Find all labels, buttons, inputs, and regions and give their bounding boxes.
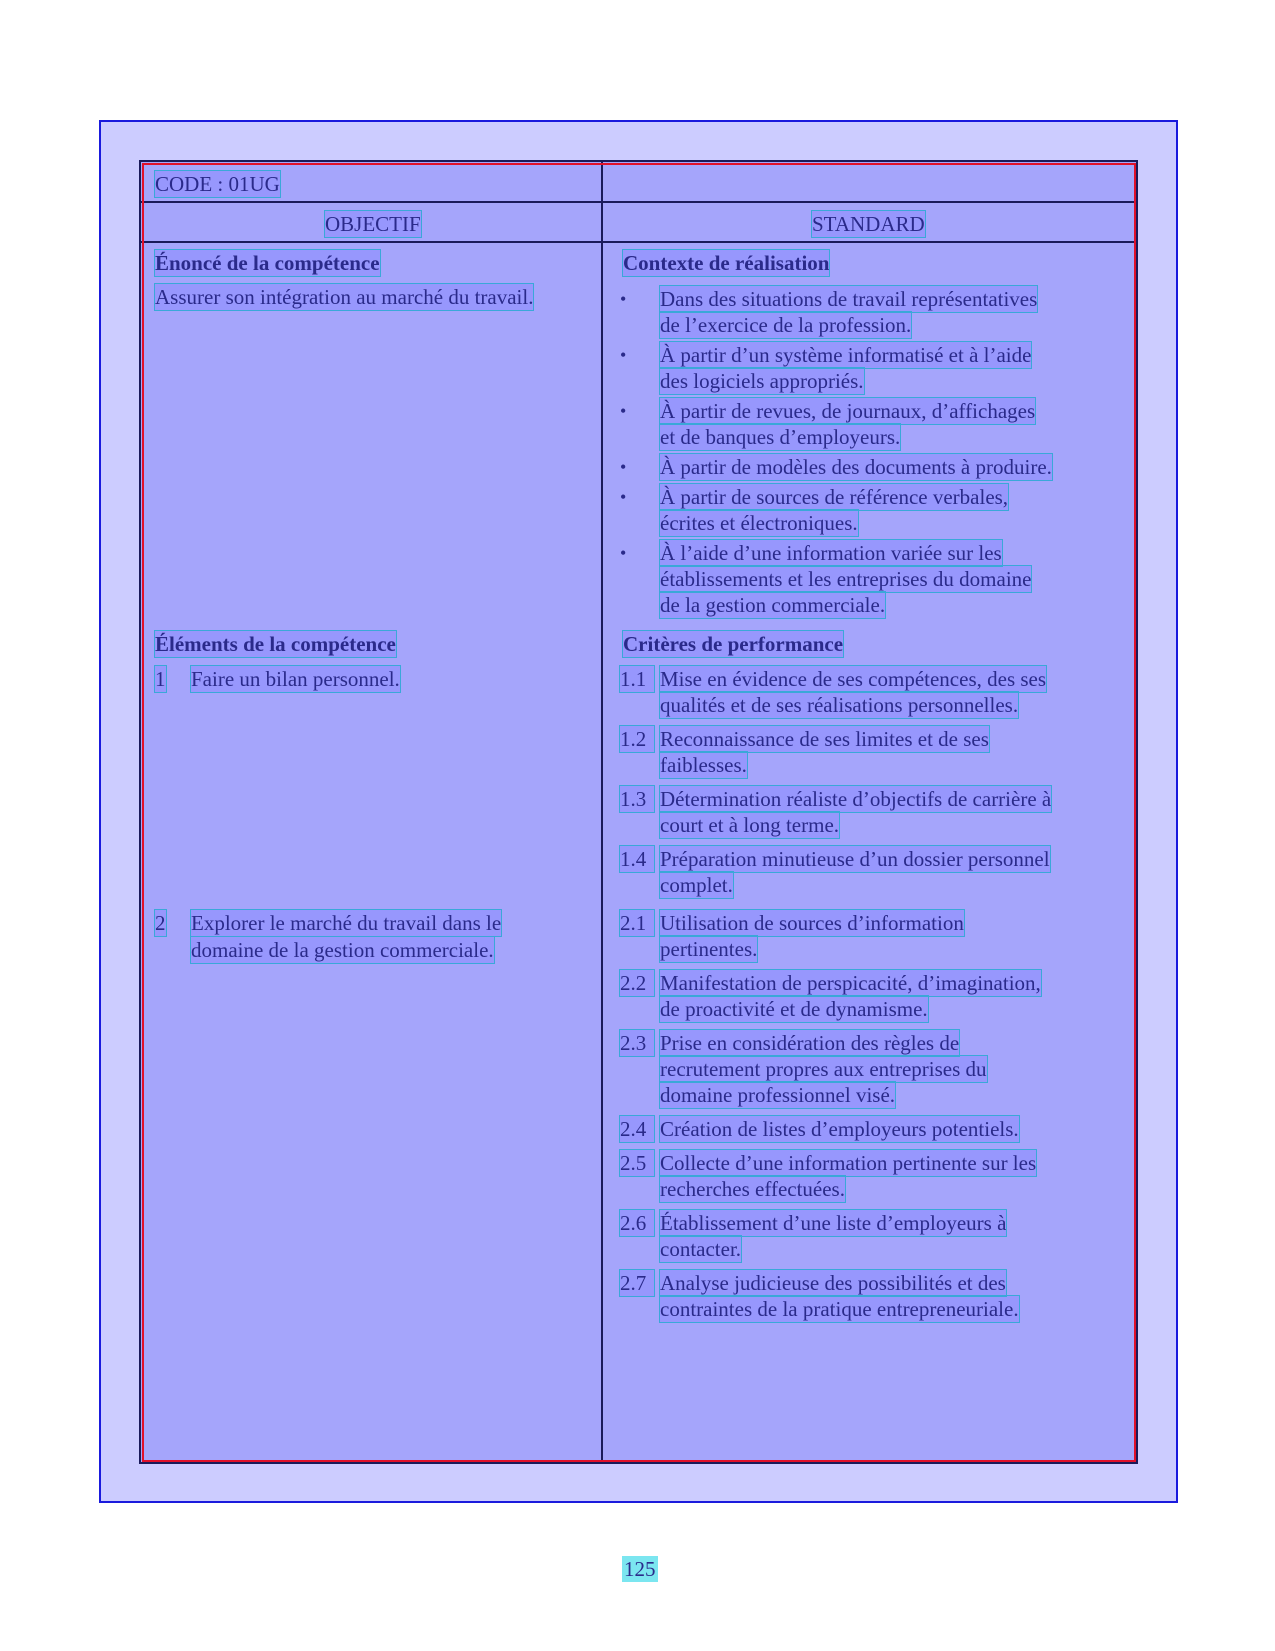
page-number: 125 (624, 1557, 656, 1581)
critere-line: Détermination réaliste d’objectifs de carrière à (660, 787, 1052, 811)
critere-line: Mise en évidence de ses compétences, des ses (660, 667, 1047, 691)
critere-number: 2.5 (620, 1150, 654, 1176)
criteres-list-1 (620, 666, 1051, 898)
critere-line: Création de listes d’employeurs potentiels. (660, 1117, 1019, 1141)
critere-item (620, 786, 1051, 838)
enonce-title: Énoncé de la compétence (155, 251, 380, 275)
row-divider-headers (141, 241, 1136, 243)
bullet-icon: • (620, 401, 627, 421)
element-text: domaine de la gestion commerciale. (191, 938, 494, 962)
contexte-item (620, 540, 1052, 618)
critere-line: qualités et de ses réalisations personnelles. (660, 693, 1019, 717)
element-text: Explorer le marché du travail dans le (191, 911, 502, 935)
critere-line: domaine professionnel visé. (660, 1083, 896, 1107)
critere-item (620, 846, 1051, 898)
bullet-icon: • (620, 345, 627, 365)
enonce-text: Assurer son intégration au marché du travail. (155, 285, 534, 309)
element-number: 1 (155, 667, 166, 691)
critere-line: Utilisation de sources d’information (660, 911, 964, 935)
contexte-line: de la gestion commerciale. (660, 593, 886, 617)
contexte-line: Dans des situations de travail représentatives (660, 287, 1038, 311)
critere-item (620, 1270, 1041, 1322)
critere-number: 2.3 (620, 1030, 654, 1056)
element-text: Faire un bilan personnel. (191, 667, 400, 691)
contexte-line: À partir de modèles des documents à produire. (660, 455, 1052, 479)
contexte-line: et de banques d’employeurs. (660, 425, 901, 449)
critere-number: 1.2 (620, 726, 654, 752)
critere-line: Prise en considération des règles de (660, 1031, 960, 1055)
critere-line: de proactivité et de dynamisme. (660, 997, 928, 1021)
critere-line: Manifestation de perspicacité, d’imagination, (660, 971, 1041, 995)
elements-title: Éléments de la compétence (155, 632, 396, 656)
critere-line: court et à long terme. (660, 813, 840, 837)
critere-line: Établissement d’une liste d’employeurs à (660, 1211, 1007, 1235)
critere-line: recrutement propres aux entreprises du (660, 1057, 987, 1081)
header-objectif: OBJECTIF (325, 212, 421, 236)
critere-item (620, 1030, 1041, 1108)
critere-item (620, 726, 1051, 778)
column-divider (601, 160, 603, 1464)
critere-line: recherches effectuées. (660, 1177, 845, 1201)
element-number: 2 (155, 911, 166, 935)
contexte-line: de l’exercice de la profession. (660, 313, 912, 337)
contexte-list (620, 286, 1052, 618)
bullet-icon: • (620, 543, 627, 563)
critere-item (620, 1210, 1041, 1262)
critere-line: Préparation minutieuse d’un dossier personnel (660, 847, 1050, 871)
bullet-icon: • (620, 457, 627, 477)
critere-item (620, 970, 1041, 1022)
critere-number: 1.3 (620, 786, 654, 812)
critere-number: 2.2 (620, 970, 654, 996)
contexte-line: établissements et les entreprises du domaine (660, 567, 1032, 591)
bullet-icon: • (620, 487, 627, 507)
critere-number: 1.1 (620, 666, 654, 692)
critere-line: contacter. (660, 1237, 742, 1261)
critere-line: pertinentes. (660, 937, 758, 961)
contexte-line: écrites et électroniques. (660, 511, 858, 535)
contexte-line: À partir de sources de référence verbales, (660, 485, 1009, 509)
contexte-item (620, 398, 1052, 450)
critere-line: Reconnaissance de ses limites et de ses (660, 727, 989, 751)
critere-number: 2.7 (620, 1270, 654, 1296)
contexte-line: À l’aide d’une information variée sur les (660, 541, 1002, 565)
contexte-item (620, 454, 1052, 480)
contexte-line: À partir d’un système informatisé et à l’aide (660, 343, 1032, 367)
critere-number: 2.4 (620, 1116, 654, 1142)
critere-item (620, 910, 1041, 962)
critere-line: contraintes de la pratique entrepreneuriale. (660, 1297, 1019, 1321)
critere-item (620, 666, 1051, 718)
critere-line: faiblesses. (660, 753, 747, 777)
critere-number: 2.6 (620, 1210, 654, 1236)
critere-item (620, 1116, 1041, 1142)
critere-line: complet. (660, 873, 733, 897)
row-divider-code (141, 201, 1136, 203)
code-label: CODE : 01UG (155, 172, 280, 196)
bullet-icon: • (620, 289, 627, 309)
criteres-list-2 (620, 910, 1041, 1322)
critere-number: 1.4 (620, 846, 654, 872)
critere-line: Analyse judicieuse des possibilités et des (660, 1271, 1006, 1295)
contexte-item (620, 484, 1052, 536)
criteres-title: Critères de performance (623, 632, 844, 656)
critere-number: 2.1 (620, 910, 654, 936)
contexte-item (620, 342, 1052, 394)
contexte-item (620, 286, 1052, 338)
contexte-line: À partir de revues, de journaux, d’affichages (660, 399, 1036, 423)
critere-item (620, 1150, 1041, 1202)
contexte-title: Contexte de réalisation (623, 251, 830, 275)
header-standard: STANDARD (812, 212, 925, 236)
contexte-line: des logiciels appropriés. (660, 369, 864, 393)
critere-line: Collecte d’une information pertinente sur les (660, 1151, 1037, 1175)
